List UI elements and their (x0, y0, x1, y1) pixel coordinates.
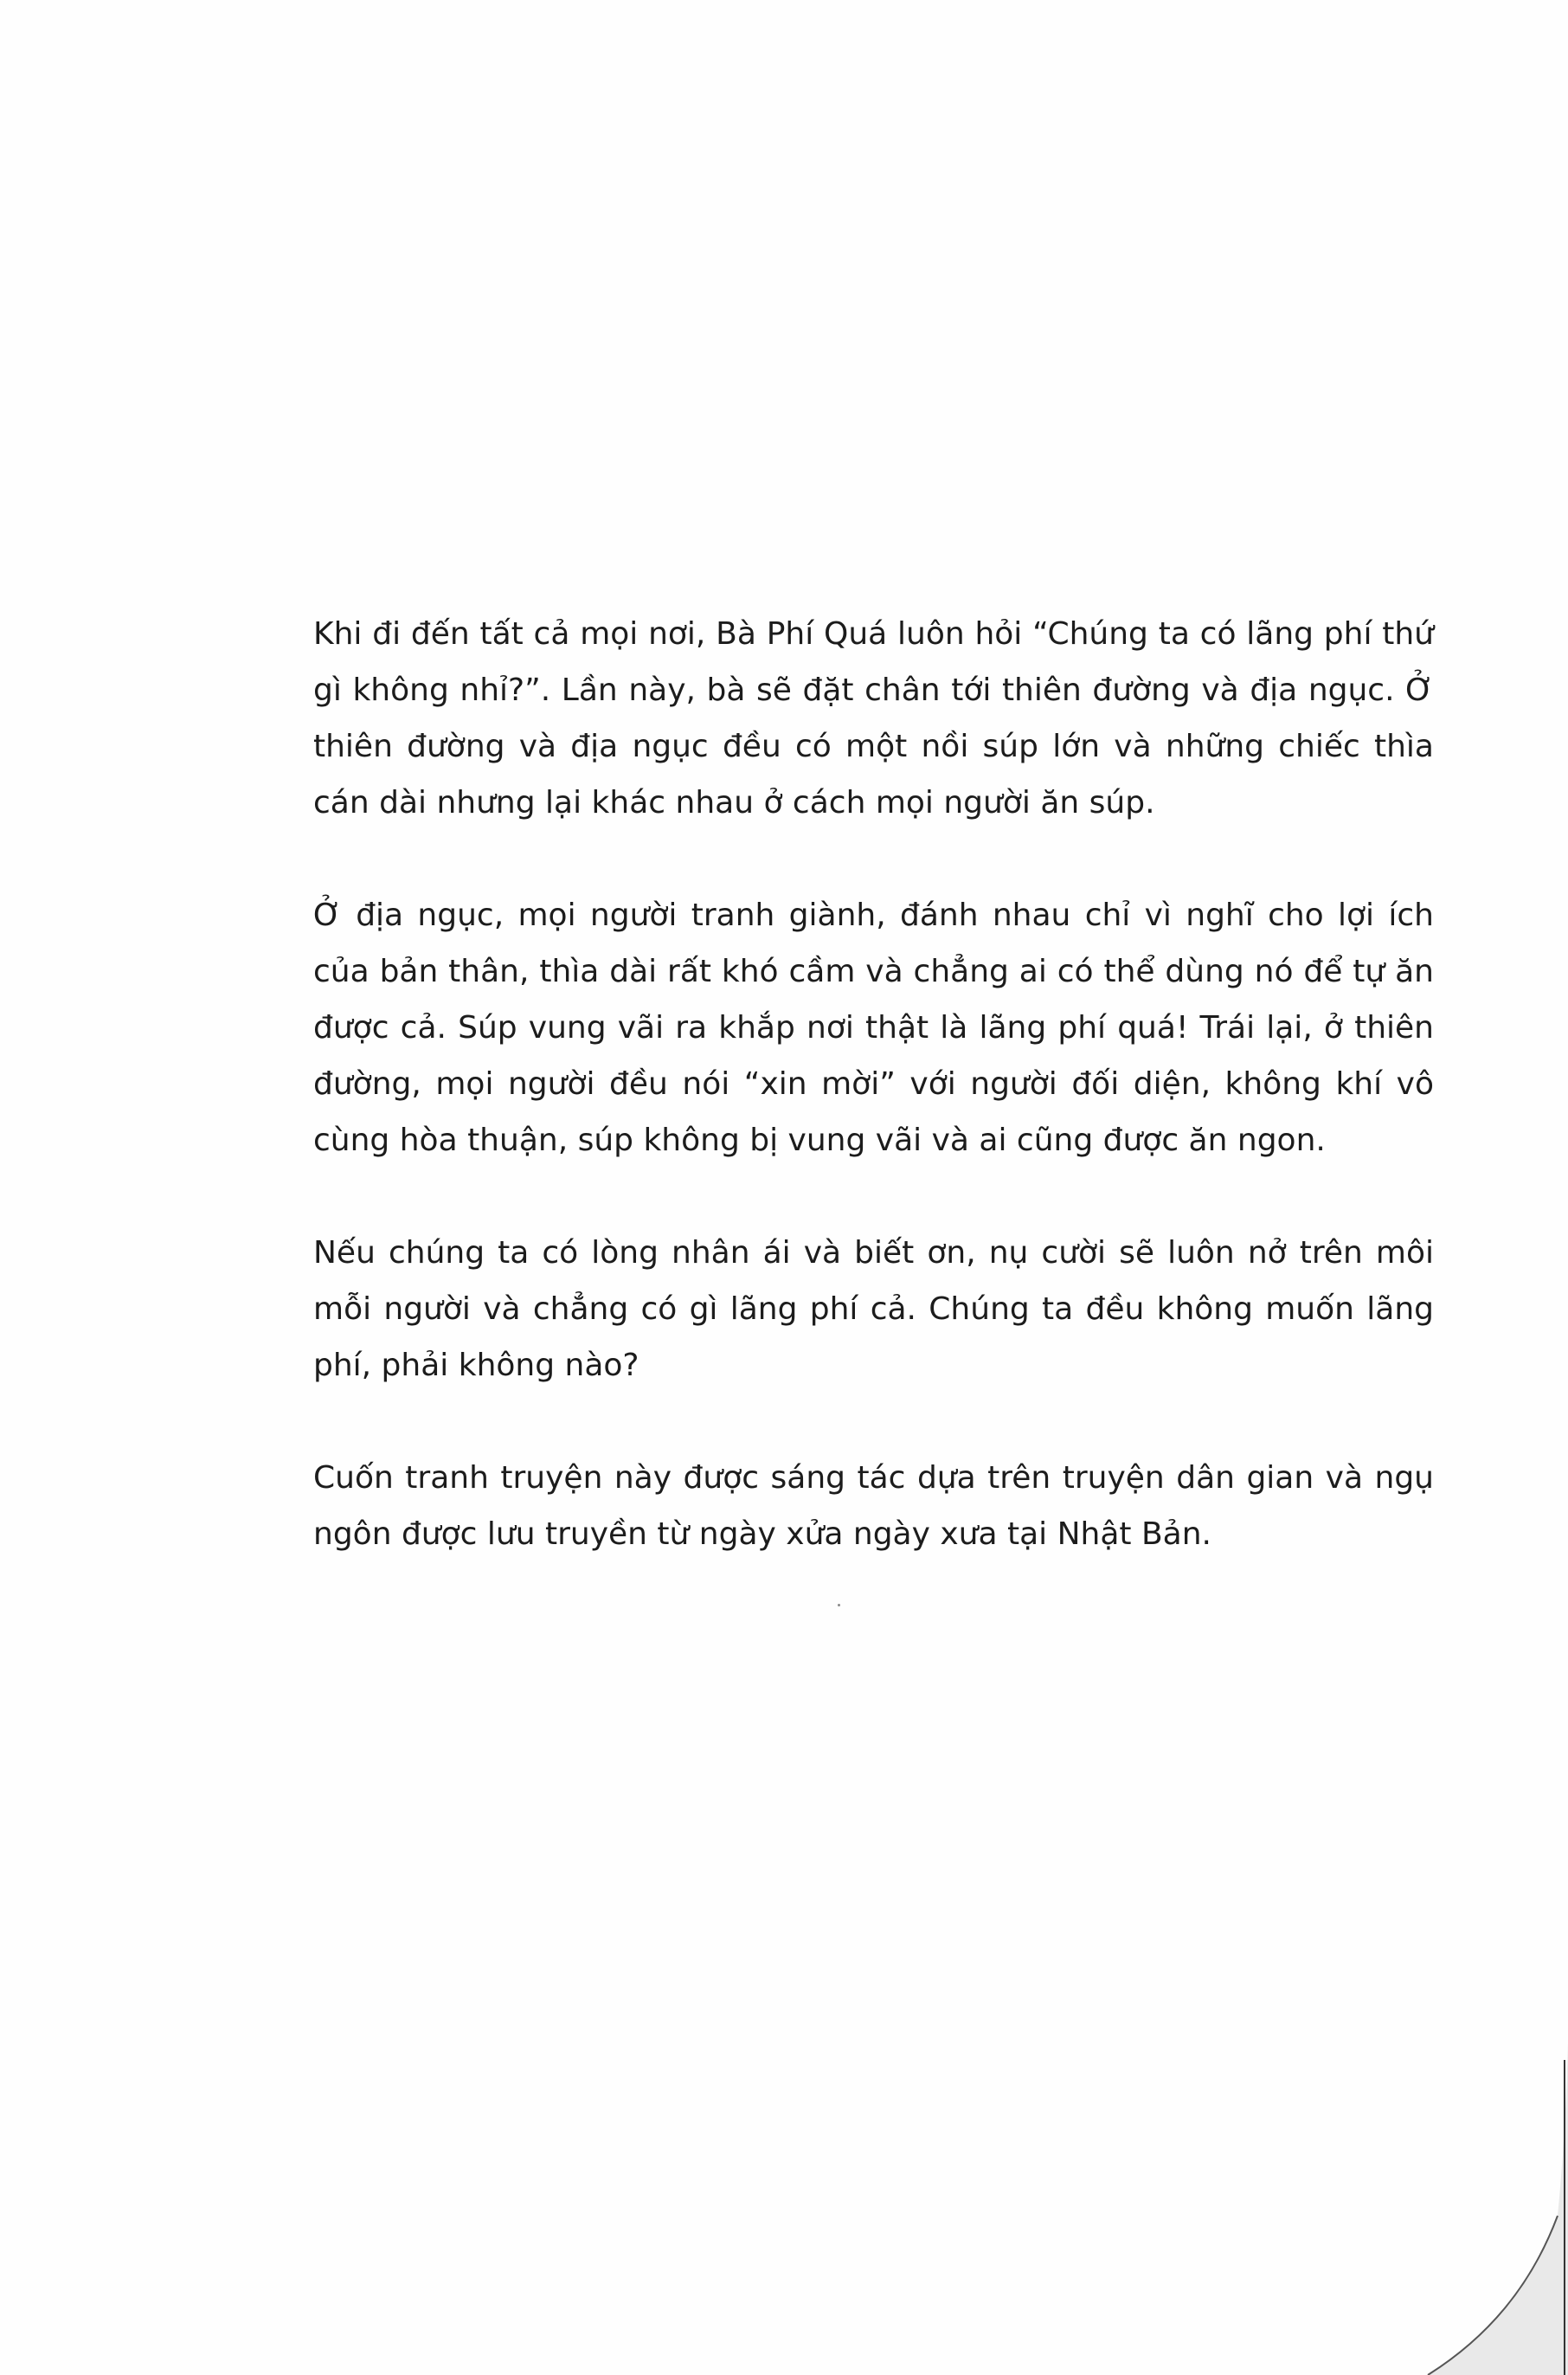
paragraph-4: Cuốn tranh truyện này được sáng tác dựa trên truyện dân gian và ngụ ngôn được lưu truyền từ ngày xửa ngày xưa tại Nhật Bản. (313, 1460, 1434, 1552)
scan-speck (838, 1604, 840, 1606)
paragraph-3: Nếu chúng ta có lòng nhân ái và biết ơn, nụ cười sẽ luôn nở trên môi mỗi người và chẳng có gì lãng phí cả. Chúng ta đều không muốn lãng phí, phải không nào? (313, 1235, 1434, 1383)
body-text (313, 606, 1434, 1562)
paragraph-1: Khi đi đến tất cả mọi nơi, Bà Phí Quá luôn hỏi “Chúng ta có lãng phí thứ gì không nhỉ?”. Lần này, bà sẽ đặt chân tới thiên đường và địa ngục. Ở thiên đường và địa ngục đều có một nồi súp lớn và những chiếc thìa cán dài nhưng lại khác nhau ở cách mọi người ăn súp. (313, 616, 1434, 821)
paragraph-2: Ở địa ngục, mọi người tranh giành, đánh nhau chỉ vì nghĩ cho lợi ích của bản thân, thìa dài rất khó cầm và chẳng ai có thể dùng nó để tự ăn được cả. Súp vung vãi ra khắp nơi thật là lãng phí quá! Trái lại, ở thiên đường, mọi người đều nói “xin mời” với người đối diện, không khí vô cùng hòa thuận, súp không bị vung vãi và ai cũng được ăn ngon. (313, 898, 1434, 1158)
